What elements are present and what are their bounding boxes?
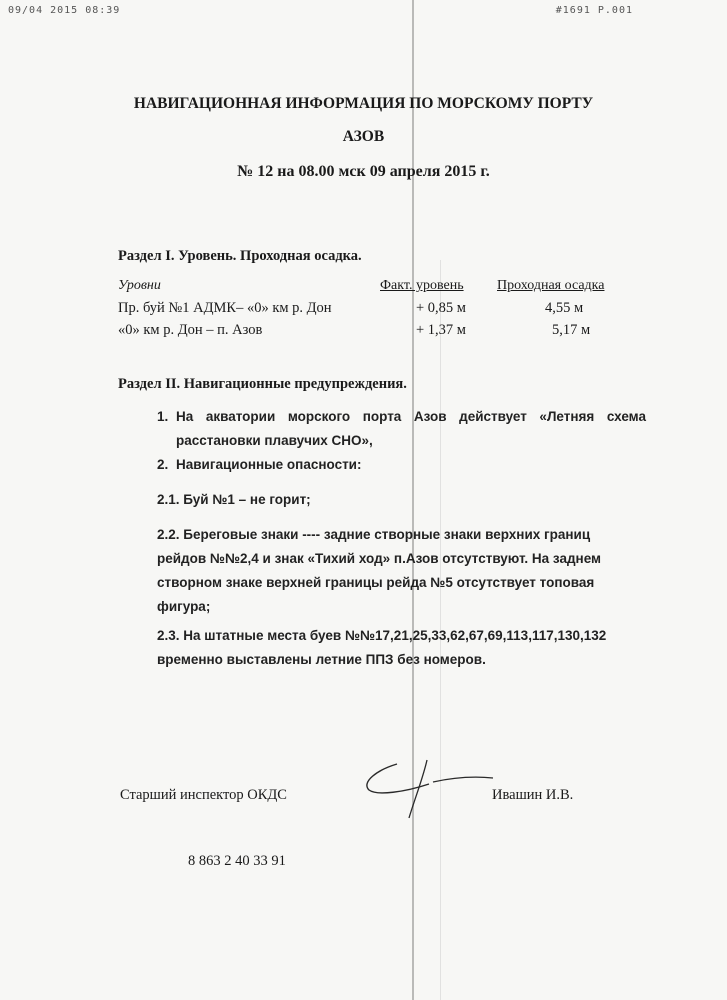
row1-fact: + 0,85 м	[416, 300, 466, 316]
warning-2-3-line2: временно выставлены летние ППЗ без номеров.	[157, 652, 486, 667]
warning-1-line2: расстановки плавучих СНО»,	[176, 433, 373, 448]
warning-1-number: 1.	[157, 409, 169, 424]
row2-draft: 5,17 м	[552, 322, 591, 338]
fax-datetime: 09/04 2015 08:39	[8, 5, 121, 16]
warning-2-2-line3: створном знаке верхней границы рейда №5 отсутствует топовая	[157, 575, 595, 590]
fax-page-number: #1691 P.001	[555, 5, 633, 16]
doc-title-port: АЗОВ	[342, 128, 385, 145]
scan-streak-line	[412, 0, 414, 1000]
warning-2-2-line4: фигура;	[157, 599, 211, 614]
row1-draft: 4,55 м	[545, 300, 584, 316]
warning-2-3-line1: 2.3. На штатные места буев №№17,21,25,33,62,67,69,113,117,130,132	[157, 628, 607, 643]
phone-number: 8 863 2 40 33 91	[188, 853, 286, 869]
warning-2-1: 2.1. Буй №1 – не горит;	[157, 492, 311, 507]
doc-title: НАВИГАЦИОННАЯ ИНФОРМАЦИЯ ПО МОРСКОМУ ПОРТУ	[133, 95, 594, 112]
inspector-role: Старший инспектор ОКДС	[120, 787, 287, 803]
row2-fact: + 1,37 м	[416, 322, 466, 338]
warning-2-2-line2: рейдов №№2,4 и знак «Тихий ход» п.Азов отсутствуют. На заднем	[157, 551, 602, 566]
col-header-levels: Уровни	[118, 278, 161, 293]
warning-2-2-line1: 2.2. Береговые знаки ---- задние створные знаки верхних границ	[157, 527, 591, 542]
row1-name: Пр. буй №1 АДМК– «0» км р. Дон	[118, 300, 332, 316]
signature-icon	[355, 752, 495, 822]
warning-2-number: 2.	[157, 457, 169, 472]
warning-1-line1: На акватории морского порта Азов действует «Летняя схема	[176, 409, 646, 424]
section1-heading: Раздел I. Уровень. Проходная осадка.	[118, 248, 362, 264]
col-header-draft: Проходная осадка	[497, 278, 605, 293]
row2-name: «0» км р. Дон – п. Азов	[118, 322, 263, 338]
doc-number-date: № 12 на 08.00 мск 09 апреля 2015 г.	[237, 163, 490, 180]
section2-heading: Раздел II. Навигационные предупреждения.	[118, 376, 407, 392]
col-header-fact-level: Факт. уровень	[380, 278, 464, 293]
inspector-name: Ивашин И.В.	[492, 787, 574, 803]
warning-2-text: Навигационные опасности:	[176, 457, 362, 472]
